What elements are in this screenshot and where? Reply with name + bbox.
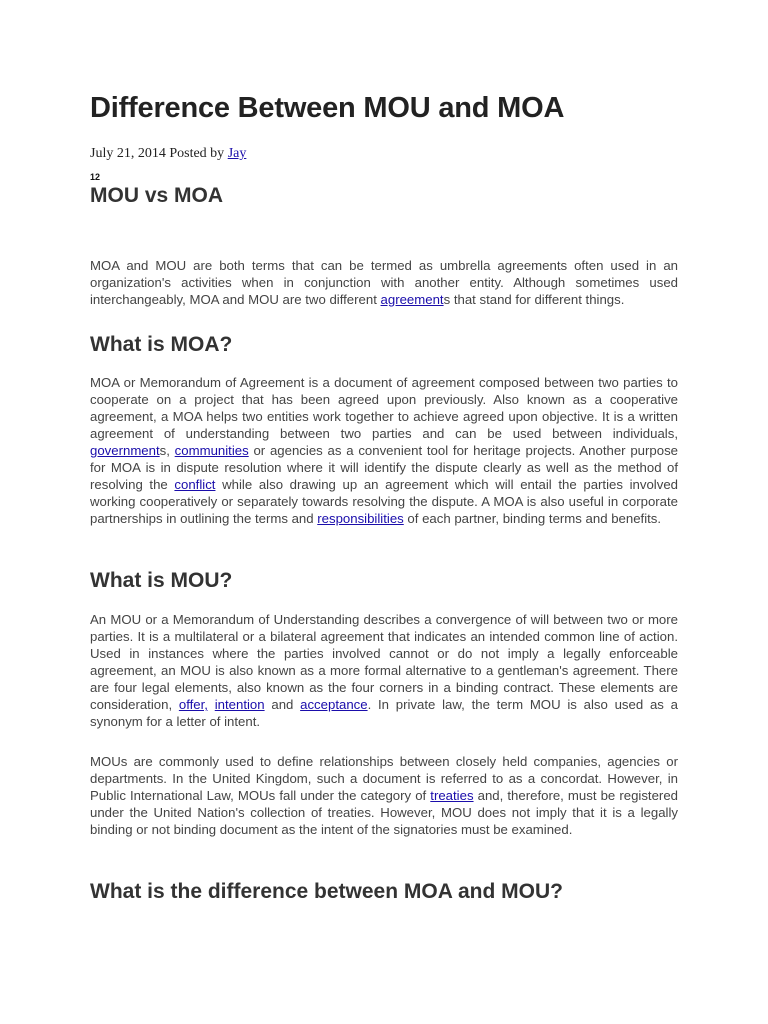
intro-paragraph	[90, 257, 678, 308]
link-offer[interactable]: offer,	[178, 697, 208, 712]
post-meta	[90, 146, 246, 162]
mou-paragraph-1	[90, 611, 678, 730]
link-intention[interactable]: intention	[214, 697, 265, 712]
link-agreement[interactable]: agreement	[380, 292, 444, 307]
link-conflict[interactable]: conflict	[174, 477, 216, 492]
mou-p2-text-1: MOUs are commonly used to define relationships between closely held companies, agencies or departments. In the United Kingdom, such a document is referred to as a concordat. However, in Public International Law, MOUs fall under the category of	[90, 754, 678, 803]
heading-what-is-mou: What is MOU?	[90, 569, 233, 592]
mou-paragraph-2	[90, 753, 678, 838]
author-link[interactable]: Jay	[227, 146, 247, 161]
article-title: Difference Between MOU and MOA	[90, 92, 565, 124]
moa-paragraph	[90, 374, 678, 527]
link-communities[interactable]: communities	[174, 443, 249, 458]
heading-difference: What is the difference between MOA and MOU?	[90, 880, 563, 903]
post-date: July 21, 2014 Posted by	[90, 146, 228, 161]
mou-text-1: An MOU or a Memorandum of Understanding describes a convergence of will between two or more parties. It is a multilateral or a bilateral agreement that indicates an intended common line of action. Used in instances where the parties involved cannot or do not imply a legally enforceable agreement, an MOU is also known as a more formal alternative to a gentleman's agreement. There are four legal elements, also known as the four corners in a binding contract. These elements are consideration,	[90, 612, 678, 712]
mou-text-3: and	[264, 697, 301, 712]
mou-text-4: . In private law, the term MOU is also used as a synonym for a letter of intent.	[90, 697, 678, 729]
intro-text: MOA and MOU are both terms that can be termed as umbrella agreements often used in an organization's activities when in conjunction with another entity. Although sometimes used interchangeably, MOA and MOU are two different	[90, 258, 678, 307]
heading-mou-vs-moa: MOU vs MOA	[90, 184, 224, 207]
intro-text-end: s that stand for different things.	[443, 292, 625, 307]
mou-p2-text-2: and, therefore, must be registered under the United Nation's collection of treaties. However, MOU does not imply that it is a legally binding or not binding document as the intent of the signatories must be examined.	[90, 788, 678, 837]
link-treaties[interactable]: treaties	[430, 788, 474, 803]
moa-text-2: s,	[159, 443, 175, 458]
mou-text-2	[208, 697, 215, 712]
comment-count-badge: 12	[90, 172, 101, 182]
moa-text-5: of each partner, binding terms and benefits.	[403, 511, 662, 526]
link-governments[interactable]: government	[90, 443, 160, 458]
heading-what-is-moa: What is MOA?	[90, 333, 233, 356]
link-responsibilities[interactable]: responsibilities	[317, 511, 404, 526]
link-acceptance[interactable]: acceptance	[300, 697, 368, 712]
moa-text-1: MOA or Memorandum of Agreement is a document of agreement composed between two parties to cooperate on a project that has been agreed upon previously. Also known as a cooperative agreement, a MOA helps two entities work together to achieve agreed upon objective. It is a written agreement of understanding between two parties and can be used between individuals,	[90, 375, 678, 441]
moa-text-4: while also drawing up an agreement which will entail the parties involved working cooperatively or separately towards resolving the dispute. A MOA is also useful in corporate partnerships in outlining the terms and	[90, 477, 678, 526]
moa-text-3: or agencies as a convenient tool for heritage projects. Another purpose for MOA is in dispute resolution where it will identify the dispute clearly as well as the method of resolving the	[90, 443, 678, 492]
